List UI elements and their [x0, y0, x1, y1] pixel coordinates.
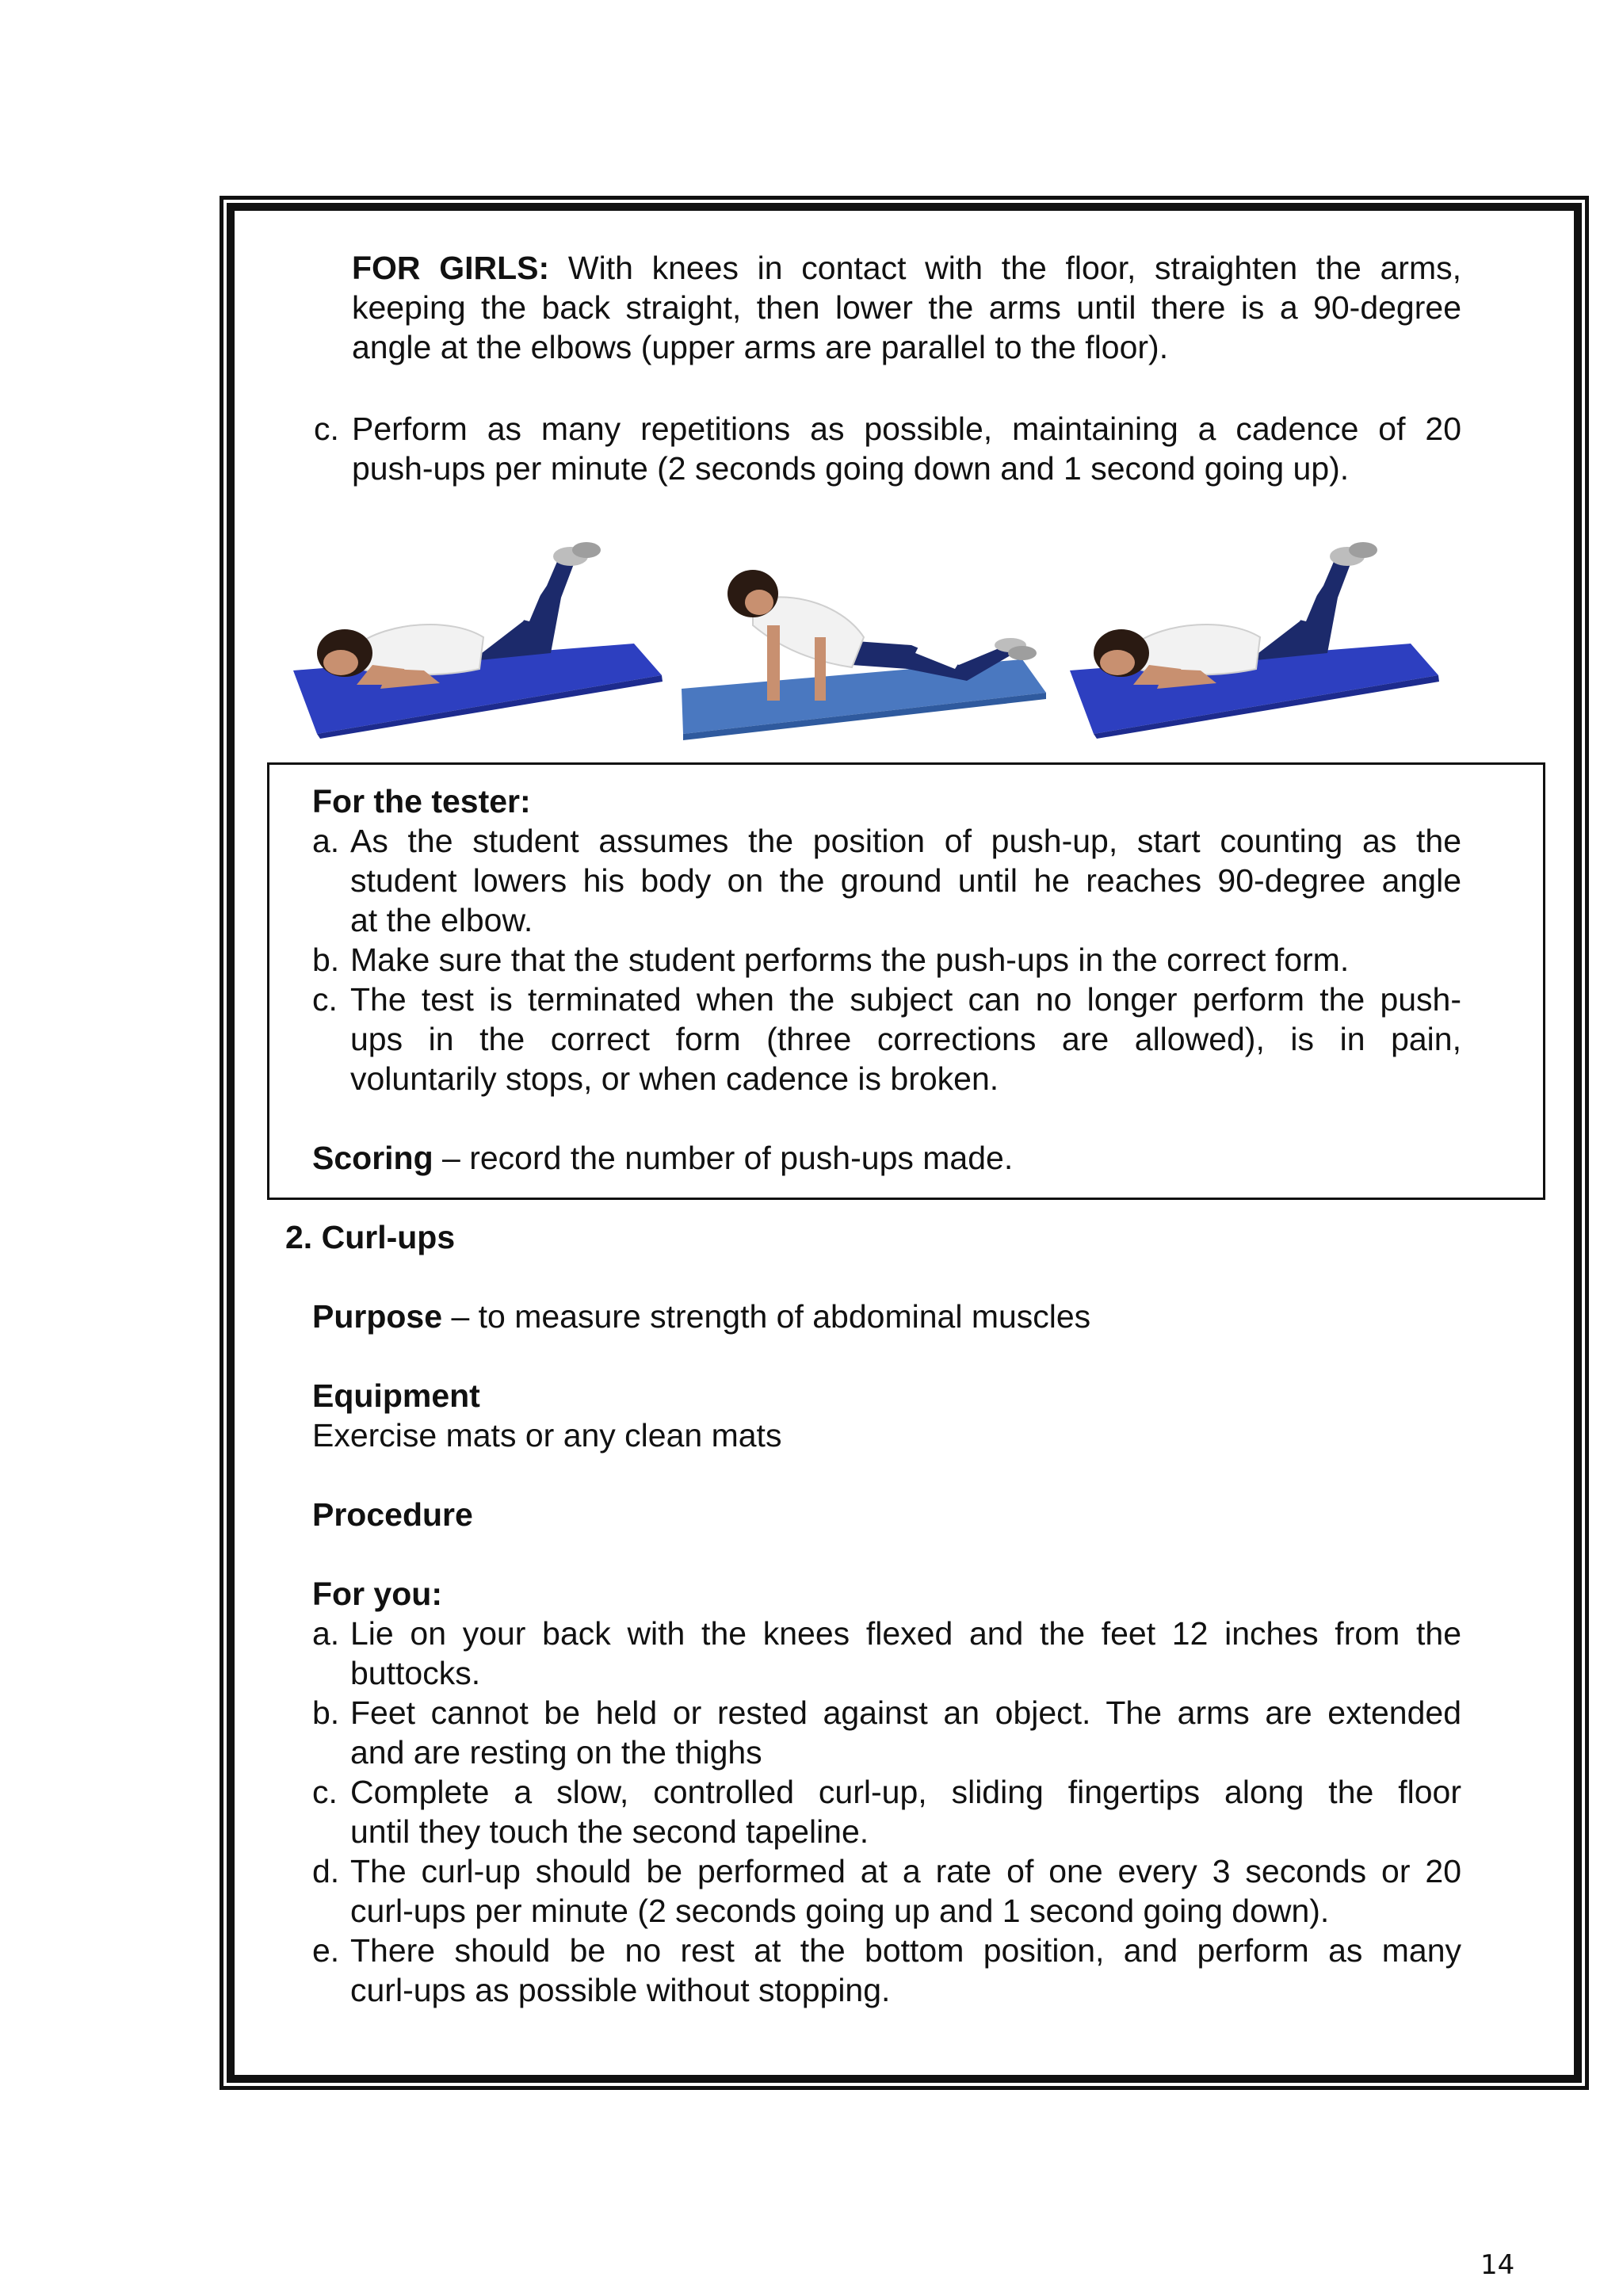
curlups-heading: 2. Curl-ups	[285, 1219, 456, 1255]
curlups-equipment-text: Exercise mats or any clean mats	[312, 1417, 782, 1454]
girls-label: FOR GIRLS:	[352, 250, 550, 286]
legs	[472, 558, 575, 661]
step-c-letter: c.	[314, 411, 339, 447]
pushup-photo-lowered-1	[285, 526, 674, 740]
pushup-illustrations	[285, 526, 1450, 740]
girls-line-3: angle at the elbows (upper arms are parallel to the floor).	[352, 329, 1169, 365]
girls-line-2: keeping the back straight, then lower the arms until there is a 90-degree	[352, 289, 1461, 326]
step-c-line-1: Perform as many repetitions as possible, maintaining a cadence of 20	[352, 411, 1461, 447]
curlups-procedure-label: Procedure	[312, 1496, 473, 1533]
scoring-text: – record the number of push-ups made.	[433, 1140, 1014, 1176]
legs	[1248, 558, 1351, 661]
pushup-photo-lowered-2	[1062, 526, 1450, 740]
scoring-label: Scoring	[312, 1140, 433, 1176]
tester-heading: For the tester:	[312, 783, 531, 819]
step-c-line-2: push-ups per minute (2 seconds going down and 1 second going up).	[352, 450, 1350, 487]
page-number: 14	[1480, 2249, 1515, 2281]
girls-line-1: FOR GIRLS: With knees in contact with the floor, straighten the arms,	[352, 250, 1462, 286]
pushup-photo-raised	[674, 526, 1062, 740]
exercise-mat	[682, 659, 1046, 734]
curlups-equipment-label: Equipment	[312, 1377, 480, 1414]
curlups-for-you-label: For you:	[312, 1576, 442, 1612]
girls-paragraph	[352, 248, 1461, 367]
curlups-purpose: Purpose – to measure strength of abdominal muscles	[312, 1298, 1091, 1335]
tester-scoring	[312, 1138, 1013, 1178]
